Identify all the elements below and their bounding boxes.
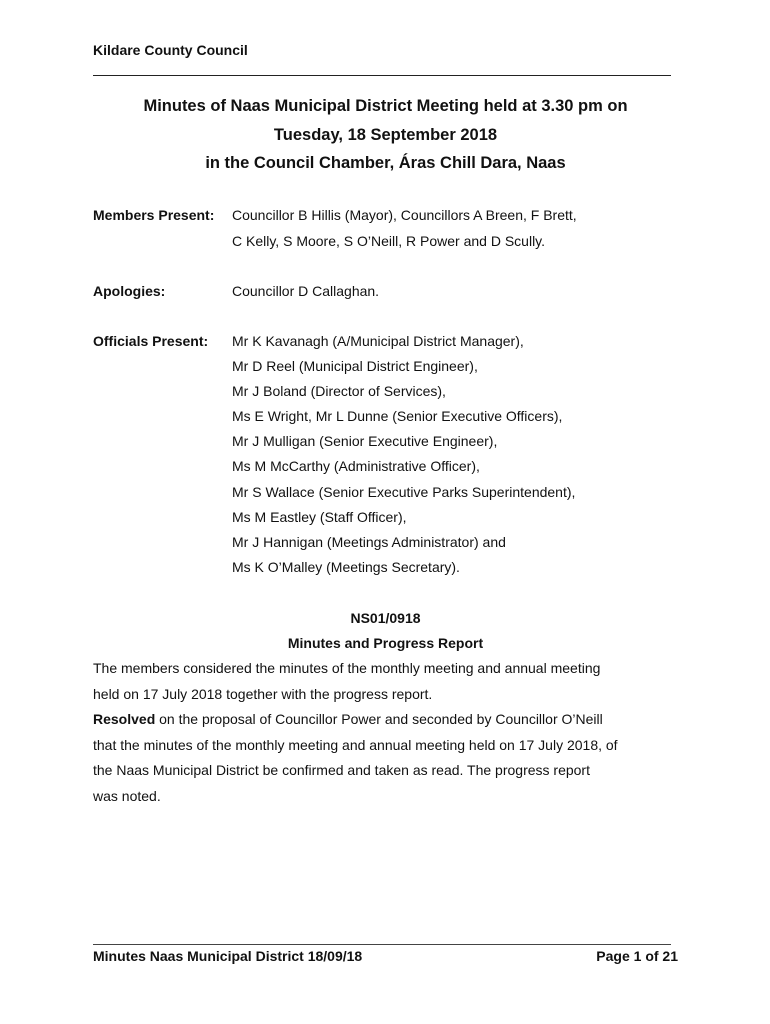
apologies-text: Councillor D Callaghan. [232, 283, 380, 299]
resolved-label: Resolved [93, 711, 156, 728]
page-number: Page 1 of 21 [596, 948, 678, 964]
officials-line-1: Mr K Kavanagh (A/Municipal District Manager), [232, 333, 524, 349]
officials-line-7: Mr S Wallace (Senior Executive Parks Superintendent), [232, 484, 576, 500]
officials-line-9: Mr J Hannigan (Meetings Administrator) and [232, 534, 506, 550]
header-divider [93, 75, 671, 76]
para2-line-2: the Naas Municipal District be confirmed and taken as read. The progress report [93, 762, 590, 779]
item-paragraph-1 [93, 656, 693, 810]
officials-line-2: Mr D Reel (Municipal District Engineer), [232, 358, 478, 374]
document-title [93, 92, 678, 178]
members-line-2: C Kelly, S Moore, S O’Neill, R Power and D Scully. [232, 233, 546, 249]
officials-line-6: Ms M McCarthy (Administrative Officer), [232, 458, 480, 474]
para1-line-1: The members considered the minutes of the monthly meeting and annual meeting [93, 660, 601, 676]
resolved-line [93, 707, 693, 733]
title-line-2: Tuesday, 18 September 2018 [273, 125, 498, 144]
para1-line-2: held on 17 July 2018 together with the progress report. [93, 685, 433, 702]
header-organisation: Kildare County Council [93, 42, 248, 58]
resolved-text: on the proposal of Councillor Power and seconded by Councillor O’Neill [155, 711, 603, 728]
footer-title: Minutes Naas Municipal District 18/09/18 [93, 948, 363, 964]
item-reference: NS01/0918 [350, 610, 421, 626]
footer-divider [93, 944, 671, 945]
officials-line-10: Ms K O’Malley (Meetings Secretary). [232, 559, 460, 575]
para2-line-3: was noted. [93, 787, 161, 804]
officials-line-8: Ms M Eastley (Staff Officer), [232, 509, 407, 525]
officials-label: Officials Present: [93, 333, 209, 349]
members-label: Members Present: [93, 207, 215, 223]
apologies-label: Apologies: [93, 283, 166, 299]
para2-line-1: that the minutes of the monthly meeting and annual meeting held on 17 July 2018, of [93, 736, 618, 753]
officials-line-4: Ms E Wright, Mr L Dunne (Senior Executive Officers), [232, 408, 563, 424]
officials-line-5: Mr J Mulligan (Senior Executive Engineer), [232, 433, 498, 449]
members-present-label [93, 203, 214, 228]
title-line-3: in the Council Chamber, Áras Chill Dara, Naas [205, 154, 566, 172]
title-line-1: Minutes of Naas Municipal District Meeting held at 3.30 pm on [143, 97, 628, 115]
officials-line-3: Mr J Boland (Director of Services), [232, 383, 446, 399]
members-line-1: Councillor B Hillis (Mayor), Councillors A Breen, F Brett, [232, 207, 577, 223]
officials-row [93, 329, 208, 354]
apologies-row [93, 279, 165, 304]
item-heading: Minutes and Progress Report [287, 635, 484, 651]
